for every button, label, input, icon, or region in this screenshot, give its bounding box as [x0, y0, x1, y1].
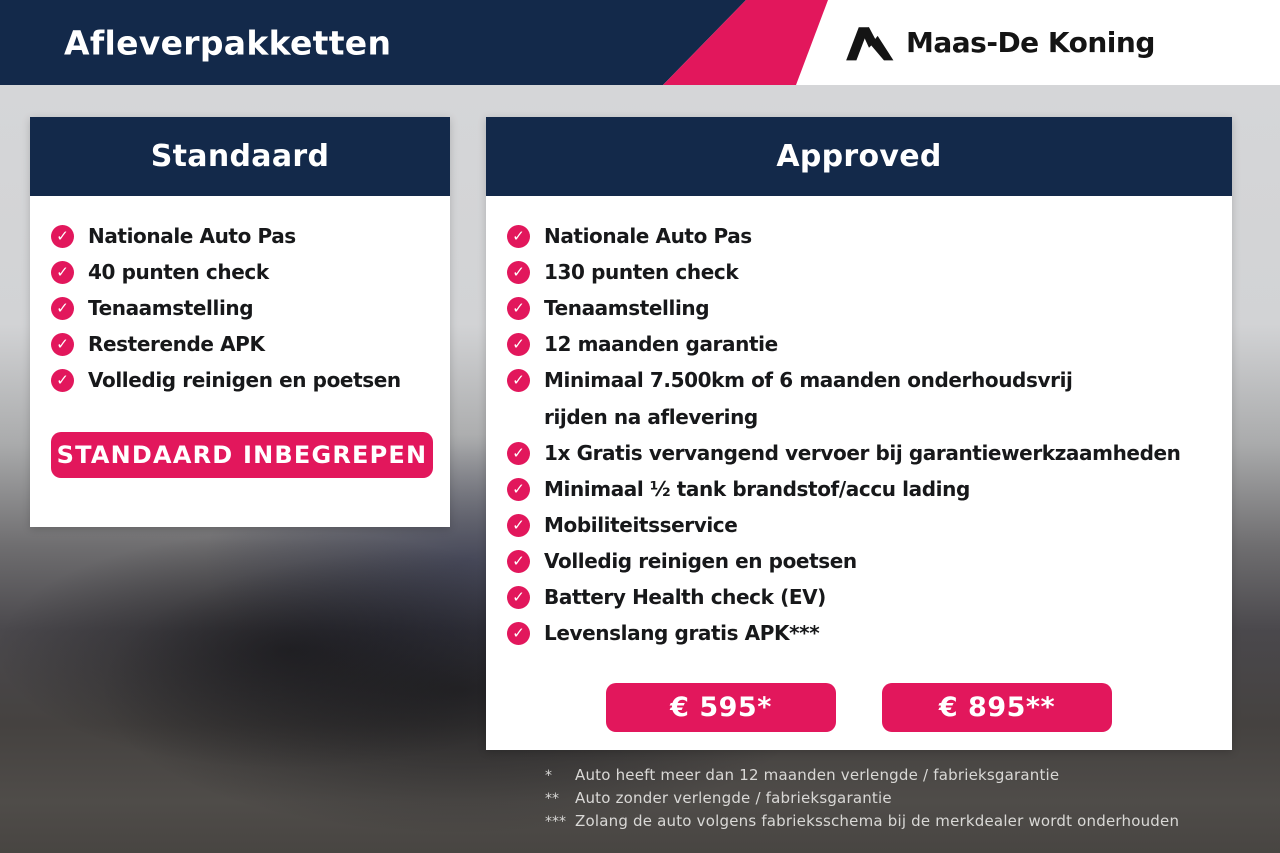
- list-item-label: Nationale Auto Pas: [544, 224, 752, 248]
- check-icon: ✓: [507, 225, 530, 248]
- brand-logo: [843, 0, 1155, 85]
- approved-card-title: Approved: [776, 139, 942, 174]
- list-item-label: Volledig reinigen en poetsen: [544, 549, 857, 573]
- footnote-marker: **: [545, 791, 559, 807]
- list-item-label: 12 maanden garantie: [544, 332, 778, 356]
- check-icon: ✓: [51, 333, 74, 356]
- footnotes: [545, 766, 1179, 835]
- list-item: [507, 261, 1214, 284]
- list-item: [507, 586, 1214, 609]
- footnote-text: Zolang de auto volgens fabrieksschema bij de merkdealer wordt onderhouden: [575, 812, 1180, 830]
- list-item-label: Mobiliteitsservice: [544, 513, 738, 537]
- footnote-row: [545, 812, 1179, 830]
- footnote-marker: ***: [545, 814, 566, 830]
- list-item-label: Minimaal ½ tank brandstof/accu lading: [544, 477, 970, 501]
- price-row: [486, 683, 1232, 732]
- list-item-label: [544, 369, 1072, 429]
- list-item: [51, 261, 432, 284]
- standaard-card-header: [30, 117, 450, 196]
- standaard-inbegrepen-button[interactable]: STANDAARD INBEGREPEN: [51, 432, 433, 478]
- footnote-text: Auto heeft meer dan 12 maanden verlengde / fabrieksgarantie: [575, 766, 1060, 784]
- price-595-button[interactable]: € 595*: [606, 683, 836, 732]
- list-item: [51, 369, 432, 392]
- list-item: [507, 369, 1214, 429]
- standaard-card-title: Standaard: [150, 139, 330, 174]
- list-item-label: 130 punten check: [544, 260, 739, 284]
- check-icon: ✓: [507, 333, 530, 356]
- list-item-label: Tenaamstelling: [544, 296, 710, 320]
- page-title: Afleverpakketten: [64, 23, 392, 62]
- footnote-text: Auto zonder verlengde / fabrieksgarantie: [575, 789, 892, 807]
- list-item: [507, 514, 1214, 537]
- list-item-label: 1x Gratis vervangend vervoer bij garantiewerkzaamheden: [544, 441, 1181, 465]
- list-item-line2: rijden na aflevering: [544, 405, 758, 429]
- check-icon: ✓: [507, 297, 530, 320]
- brand-logo-icon: [843, 21, 895, 65]
- check-icon: ✓: [51, 261, 74, 284]
- check-icon: ✓: [507, 622, 530, 645]
- brand-name: Maas-De Koning: [906, 26, 1155, 59]
- standaard-card: [30, 117, 450, 527]
- check-icon: ✓: [507, 442, 530, 465]
- list-item: [51, 297, 432, 320]
- list-item: [51, 225, 432, 248]
- check-icon: ✓: [507, 369, 530, 392]
- footnote-row: [545, 789, 1179, 807]
- list-item: [507, 333, 1214, 356]
- list-item-label: Tenaamstelling: [88, 296, 254, 320]
- check-icon: ✓: [51, 369, 74, 392]
- list-item-line1: Minimaal 7.500km of 6 maanden onderhoudsvrij: [544, 368, 1073, 392]
- check-icon: ✓: [51, 297, 74, 320]
- approved-card-body: [486, 196, 1232, 645]
- check-icon: ✓: [507, 550, 530, 573]
- list-item-label: Battery Health check (EV): [544, 585, 826, 609]
- list-item: [507, 297, 1214, 320]
- list-item-label: Nationale Auto Pas: [88, 224, 296, 248]
- list-item: [51, 333, 432, 356]
- list-item-label: Levenslang gratis APK***: [544, 621, 820, 645]
- check-icon: ✓: [507, 261, 530, 284]
- list-item: [507, 550, 1214, 573]
- list-item-label: 40 punten check: [88, 260, 269, 284]
- approved-card: [486, 117, 1232, 750]
- list-item: [507, 225, 1214, 248]
- footnote-marker: *: [545, 768, 552, 784]
- check-icon: ✓: [51, 225, 74, 248]
- price-895-button[interactable]: € 895**: [882, 683, 1112, 732]
- standaard-card-body: [30, 196, 450, 478]
- list-item-label: Volledig reinigen en poetsen: [88, 368, 401, 392]
- check-icon: ✓: [507, 514, 530, 537]
- list-item: [507, 478, 1214, 501]
- footnote-row: [545, 766, 1179, 784]
- list-item-label: Resterende APK: [88, 332, 265, 356]
- top-banner: [0, 0, 1280, 85]
- check-icon: ✓: [507, 478, 530, 501]
- list-item: [507, 442, 1214, 465]
- approved-card-header: [486, 117, 1232, 196]
- list-item: [507, 622, 1214, 645]
- check-icon: ✓: [507, 586, 530, 609]
